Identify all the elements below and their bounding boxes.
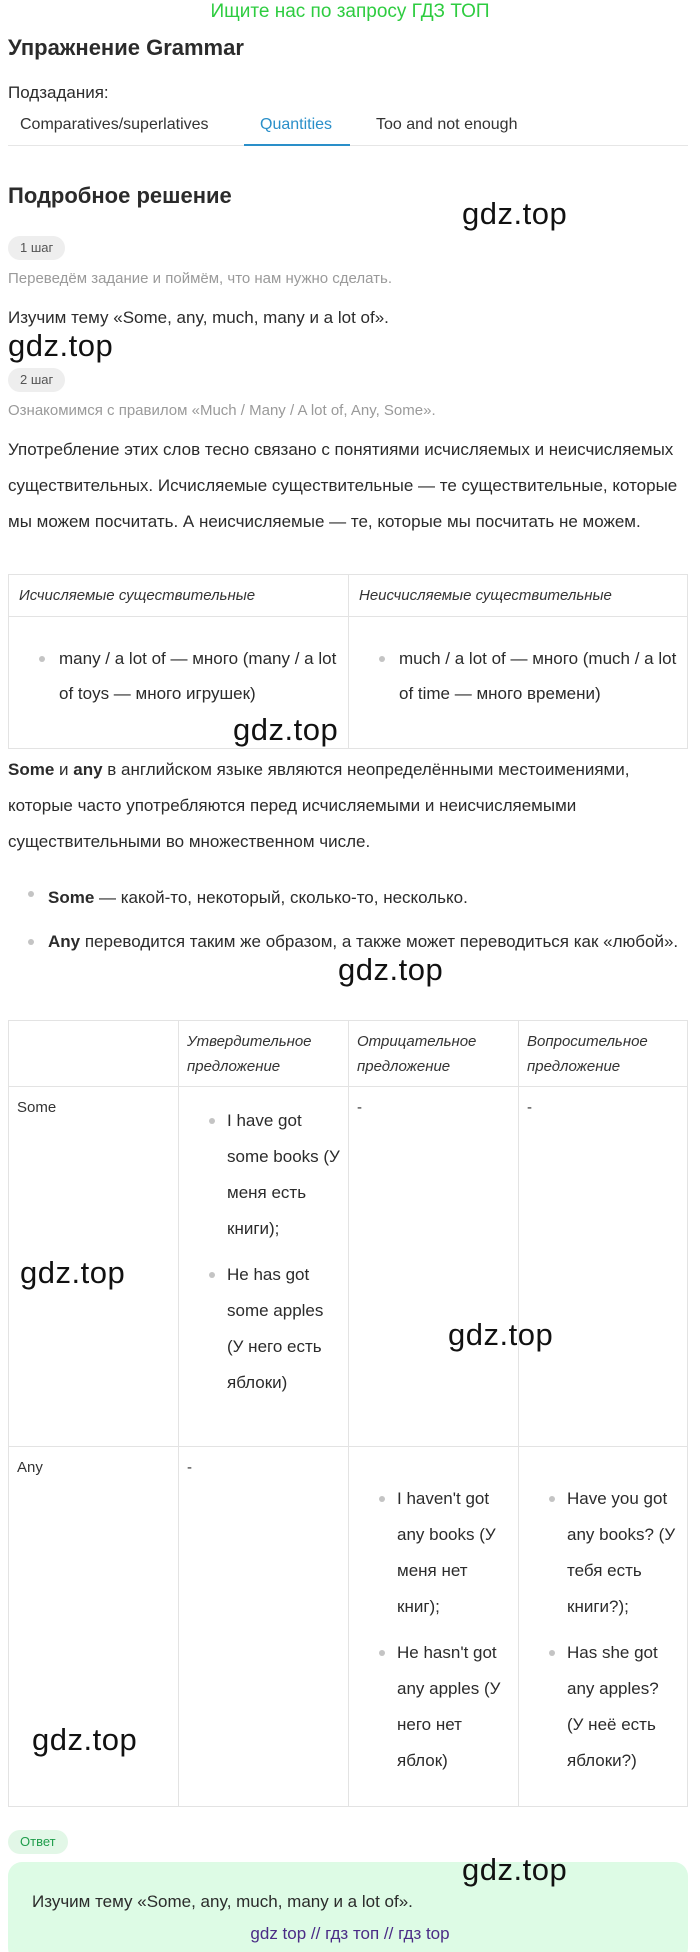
step-text-1: Изучим тему «Some, any, much, many и a lot of». — [8, 308, 389, 327]
answer-text: Изучим тему «Some, any, much, many и a lot of». — [32, 1892, 413, 1911]
watermark: gdz.top — [233, 712, 339, 747]
bold-term: any — [73, 760, 103, 779]
table-cell — [349, 1447, 519, 1807]
watermark: gdz.top — [20, 1255, 126, 1290]
step-hint-2: Ознакомимся с правилом «Much / Many / A lot of, Any, Some». — [8, 402, 436, 419]
watermark: gdz.top — [338, 952, 444, 987]
watermark: gdz.top — [448, 1317, 554, 1352]
tab-quantities[interactable]: Quantities — [260, 116, 333, 133]
table-header: Исчисляемые существительные — [9, 575, 349, 617]
active-tab-indicator — [244, 144, 350, 146]
watermark: gdz.top — [462, 1852, 568, 1887]
table-header: Неисчисляемые существительные — [349, 575, 688, 617]
promo-banner: Ищите нас по запросу ГДЗ ТОП — [210, 1, 490, 22]
table-cell — [519, 1447, 688, 1807]
row-label: Any — [9, 1447, 179, 1807]
table-header: Утвердительное предложение — [179, 1021, 349, 1087]
table-header: Вопросительное предложение — [519, 1021, 688, 1087]
list-item: Has she got any apples? (У неё есть яблоки?) — [527, 1635, 679, 1779]
table-cell: - — [179, 1447, 349, 1807]
text-fragment: в английском языке являются неопределёнными местоимениями, которые часто употребляются перед исчисляемыми и неисчисляемыми существительными во множественном числе. — [8, 760, 630, 851]
footer-links[interactable]: gdz top // гдз топ // гдз top — [250, 1924, 450, 1943]
step-hint-1: Переведём задание и поймём, что нам нужно сделать. — [8, 270, 393, 287]
bold-term: Any — [48, 932, 81, 951]
table-cell: - — [349, 1087, 519, 1447]
list-item: He has got some apples (У него есть яблоки) — [187, 1257, 340, 1401]
list-item: many / a lot of — много (many / a lot of toys — много игрушек) — [19, 641, 338, 711]
solution-heading: Подробное решение — [8, 183, 232, 208]
table-header: Отрицательное предложение — [349, 1021, 519, 1087]
subtask-tabs — [8, 108, 688, 146]
page-title: Упражнение Grammar — [8, 35, 244, 60]
list-item-text: — какой-то, некоторый, сколько-то, несколько. — [94, 888, 468, 907]
step-badge-1: 1 шаг — [8, 236, 65, 260]
list-item — [8, 876, 688, 920]
some-any-paragraph — [8, 752, 688, 860]
row-label: Some — [9, 1087, 179, 1447]
step-text-2: Употребление этих слов тесно связано с понятиями исчисляемых и неисчисляемых существительных. Исчисляемые существительные — те существительные, которые мы можем посчитать. А неисчисляемые — те, которые мы посчитать не можем. — [8, 440, 678, 531]
some-any-list — [8, 876, 688, 960]
list-item: I haven't got any books (У меня нет книг); — [357, 1481, 510, 1625]
watermark: gdz.top — [32, 1722, 138, 1757]
table-cell — [349, 617, 688, 749]
list-item: much / a lot of — много (much / a lot of time — много времени) — [359, 641, 677, 711]
subtasks-label: Подзадания: — [8, 83, 109, 102]
bold-term: Some — [48, 888, 95, 907]
answer-badge: Ответ — [8, 1830, 68, 1854]
list-item-text: переводится таким же образом, а также может переводиться как «любой». — [80, 932, 679, 951]
table-header — [9, 1021, 179, 1087]
bold-term: Some — [8, 760, 55, 779]
text-fragment: и — [54, 760, 74, 779]
list-item: He hasn't got any apples (У него нет яблок) — [357, 1635, 510, 1779]
step-badge-2: 2 шаг — [8, 368, 65, 392]
list-item: I have got some books (У меня есть книги); — [187, 1103, 340, 1247]
table-cell — [179, 1087, 349, 1447]
list-item: Have you got any books? (У тебя есть книги?); — [527, 1481, 679, 1625]
some-any-usage-table — [8, 1020, 688, 1807]
countable-uncountable-table — [8, 574, 688, 749]
table-cell: - — [519, 1087, 688, 1447]
tab-too-and-not-enough[interactable]: Too and not enough — [376, 116, 518, 133]
watermark: gdz.top — [462, 196, 568, 231]
watermark: gdz.top — [8, 328, 114, 363]
tab-comparatives-superlatives[interactable]: Comparatives/superlatives — [20, 116, 209, 133]
